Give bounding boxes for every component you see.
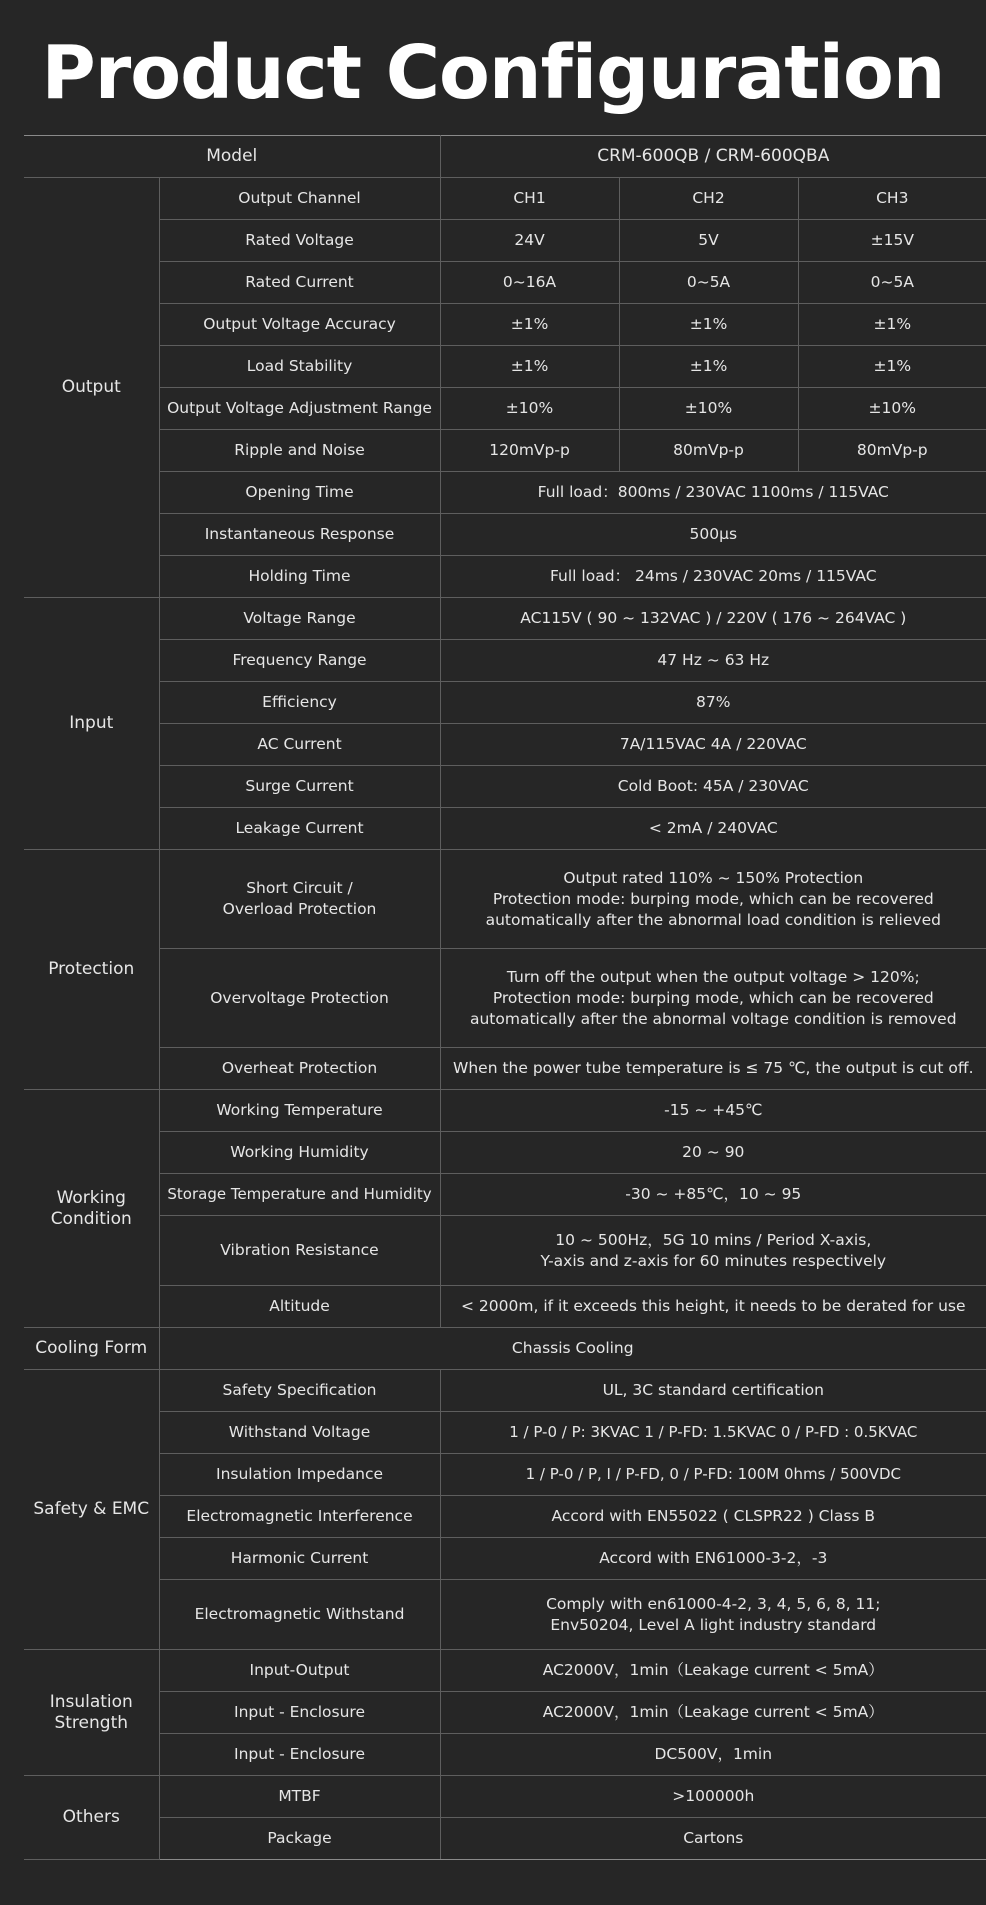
table-row <box>24 1580 986 1650</box>
table-row <box>24 1412 986 1454</box>
value-line: Y-axis and z-axis for 60 minutes respectively <box>540 1251 887 1270</box>
model-value: CRM-600QB / CRM-600QBA <box>440 136 986 178</box>
table-row <box>24 220 986 262</box>
cell-value: ±1% <box>619 346 798 388</box>
table-row <box>24 1692 986 1734</box>
cell-value: ±1% <box>440 304 619 346</box>
table-row <box>24 1538 986 1580</box>
cell-value: 87% <box>440 682 986 724</box>
page-title: Product Configuration <box>41 30 945 116</box>
value-line: automatically after the abnormal load condition is relieved <box>485 910 941 929</box>
cell-value <box>440 949 986 1048</box>
cell-value: Chassis Cooling <box>159 1328 986 1370</box>
row-label: Harmonic Current <box>159 1538 440 1580</box>
model-label: Model <box>24 136 440 178</box>
row-label: Output Voltage Accuracy <box>159 304 440 346</box>
row-label: Insulation Impedance <box>159 1454 440 1496</box>
row-label: Output Channel <box>159 178 440 220</box>
table-row <box>24 724 986 766</box>
cell-value: 47 Hz ~ 63 Hz <box>440 640 986 682</box>
table-row <box>24 1174 986 1216</box>
table-row <box>24 1454 986 1496</box>
value-line: Comply with en61000-4-2, 3, 4, 5, 6, 8, 11; <box>546 1594 881 1613</box>
table-row <box>24 850 986 949</box>
row-label: Holding Time <box>159 556 440 598</box>
table-row <box>24 682 986 724</box>
cell-value: < 2mA / 240VAC <box>440 808 986 850</box>
table-row <box>24 808 986 850</box>
table-row <box>24 766 986 808</box>
table-row <box>24 262 986 304</box>
row-label: Storage Temperature and Humidity <box>159 1174 440 1216</box>
row-label: Instantaneous Response <box>159 514 440 556</box>
cell-value <box>440 1216 986 1286</box>
row-label: MTBF <box>159 1776 440 1818</box>
row-label: Load Stability <box>159 346 440 388</box>
table-row <box>24 514 986 556</box>
cell-value <box>440 1580 986 1650</box>
value-line: automatically after the abnormal voltage condition is removed <box>469 1009 957 1028</box>
group-label-line: Working <box>56 1187 126 1208</box>
cell-value: Accord with EN61000-3-2，-3 <box>440 1538 986 1580</box>
group-safety-emc: Safety & EMC <box>24 1370 159 1650</box>
table-row <box>24 1776 986 1818</box>
table-row <box>24 1090 986 1132</box>
row-label: Surge Current <box>159 766 440 808</box>
row-label: Vibration Resistance <box>159 1216 440 1286</box>
cell-value: 24V <box>440 220 619 262</box>
channel-header: CH3 <box>798 178 986 220</box>
cell-value: 1 / P-0 / P: 3KVAC 1 / P-FD: 1.5KVAC 0 / P-FD : 0.5KVAC <box>440 1412 986 1454</box>
label-line: Overload Protection <box>222 900 377 918</box>
table-row <box>24 1216 986 1286</box>
group-label-line: Condition <box>50 1208 132 1229</box>
group-protection: Protection <box>24 850 159 1090</box>
cell-value: ±1% <box>619 304 798 346</box>
cell-value: 120mVp-p <box>440 430 619 472</box>
cell-value: AC115V ( 90 ~ 132VAC ) / 220V ( 176 ~ 264VAC ) <box>440 598 986 640</box>
cell-value: < 2000m, if it exceeds this height, it needs to be derated for use <box>440 1286 986 1328</box>
table-row <box>24 1818 986 1860</box>
row-label: Electromagnetic Withstand <box>159 1580 440 1650</box>
cell-value: Full load： 24ms / 230VAC 20ms / 115VAC <box>440 556 986 598</box>
table-row <box>24 598 986 640</box>
table-row <box>24 388 986 430</box>
table-row <box>24 346 986 388</box>
cell-value: DC500V，1min <box>440 1734 986 1776</box>
row-label: Withstand Voltage <box>159 1412 440 1454</box>
channel-header: CH1 <box>440 178 619 220</box>
cell-value: 7A/115VAC 4A / 220VAC <box>440 724 986 766</box>
table-row <box>24 472 986 514</box>
cell-value: 5V <box>619 220 798 262</box>
table-row <box>24 1286 986 1328</box>
cell-value: ±10% <box>798 388 986 430</box>
value-line: Output rated 110% ~ 150% Protection <box>563 868 864 887</box>
row-label: Ripple and Noise <box>159 430 440 472</box>
table-row <box>24 949 986 1048</box>
row-label: Overvoltage Protection <box>159 949 440 1048</box>
row-label: Electromagnetic Interference <box>159 1496 440 1538</box>
row-label: Rated Current <box>159 262 440 304</box>
group-label-line: Strength <box>54 1712 129 1733</box>
cell-value: Full load：800ms / 230VAC 1100ms / 115VAC <box>440 472 986 514</box>
cell-value: AC2000V，1min（Leakage current < 5mA） <box>440 1650 986 1692</box>
table-row <box>24 430 986 472</box>
row-label: AC Current <box>159 724 440 766</box>
cell-value: When the power tube temperature is ≤ 75 ℃, the output is cut off. <box>440 1048 986 1090</box>
row-label: Package <box>159 1818 440 1860</box>
row-label <box>159 850 440 949</box>
cell-value: ±1% <box>440 346 619 388</box>
cell-value: -30 ~ +85℃，10 ~ 95 <box>440 1174 986 1216</box>
row-label: Input - Enclosure <box>159 1692 440 1734</box>
row-label: Frequency Range <box>159 640 440 682</box>
group-insulation-strength <box>24 1650 159 1776</box>
channel-header: CH2 <box>619 178 798 220</box>
value-line: Protection mode: burping mode, which can be recovered <box>492 889 934 908</box>
row-label: Input-Output <box>159 1650 440 1692</box>
row-label: Altitude <box>159 1286 440 1328</box>
cell-value: ±10% <box>619 388 798 430</box>
table-row <box>24 1650 986 1692</box>
cell-value: Cartons <box>440 1818 986 1860</box>
table-row <box>24 178 986 220</box>
cell-value: Accord with EN55022 ( CLSPR22 ) Class B <box>440 1496 986 1538</box>
cell-value: ±10% <box>440 388 619 430</box>
group-working-condition <box>24 1090 159 1328</box>
row-label: Safety Specification <box>159 1370 440 1412</box>
row-label: Opening Time <box>159 472 440 514</box>
cell-value: >100000h <box>440 1776 986 1818</box>
value-line: Turn off the output when the output voltage > 120%; <box>506 967 920 986</box>
row-label: Output Voltage Adjustment Range <box>159 388 440 430</box>
cell-value: 80mVp-p <box>798 430 986 472</box>
cell-value: 80mVp-p <box>619 430 798 472</box>
cell-value: ±1% <box>798 346 986 388</box>
cell-value: UL, 3C standard certification <box>440 1370 986 1412</box>
spec-table <box>24 135 986 1860</box>
table-row <box>24 1048 986 1090</box>
cell-value <box>440 850 986 949</box>
cell-value: 500μs <box>440 514 986 556</box>
group-label-line: Insulation <box>49 1691 133 1712</box>
table-row <box>24 1132 986 1174</box>
cell-value: ±1% <box>798 304 986 346</box>
table-row <box>24 1496 986 1538</box>
row-label: Working Humidity <box>159 1132 440 1174</box>
row-label: Leakage Current <box>159 808 440 850</box>
table-row <box>24 1328 986 1370</box>
value-line: Env50204, Level A light industry standard <box>550 1615 877 1634</box>
table-row <box>24 1734 986 1776</box>
group-others: Others <box>24 1776 159 1860</box>
model-row <box>24 136 986 178</box>
table-row <box>24 304 986 346</box>
row-label: Voltage Range <box>159 598 440 640</box>
cell-value: 0~16A <box>440 262 619 304</box>
value-line: Protection mode: burping mode, which can be recovered <box>492 988 934 1007</box>
table-row <box>24 1370 986 1412</box>
row-label: Overheat Protection <box>159 1048 440 1090</box>
row-label: Input - Enclosure <box>159 1734 440 1776</box>
cell-value: ±15V <box>798 220 986 262</box>
cell-value: -15 ~ +45℃ <box>440 1090 986 1132</box>
table-row <box>24 556 986 598</box>
table-row <box>24 640 986 682</box>
group-cooling-form: Cooling Form <box>24 1328 159 1370</box>
cell-value: AC2000V，1min（Leakage current < 5mA） <box>440 1692 986 1734</box>
row-label: Efficiency <box>159 682 440 724</box>
label-line: Short Circuit / <box>246 879 353 897</box>
value-line: 10 ~ 500Hz，5G 10 mins / Period X-axis, <box>555 1230 872 1249</box>
cell-value: Cold Boot: 45A / 230VAC <box>440 766 986 808</box>
row-label: Working Temperature <box>159 1090 440 1132</box>
row-label: Rated Voltage <box>159 220 440 262</box>
cell-value: 0~5A <box>798 262 986 304</box>
group-input: Input <box>24 598 159 850</box>
cell-value: 20 ~ 90 <box>440 1132 986 1174</box>
group-output: Output <box>24 178 159 598</box>
cell-value: 0~5A <box>619 262 798 304</box>
cell-value: 1 / P-0 / P, I / P-FD, 0 / P-FD: 100M 0hms / 500VDC <box>440 1454 986 1496</box>
